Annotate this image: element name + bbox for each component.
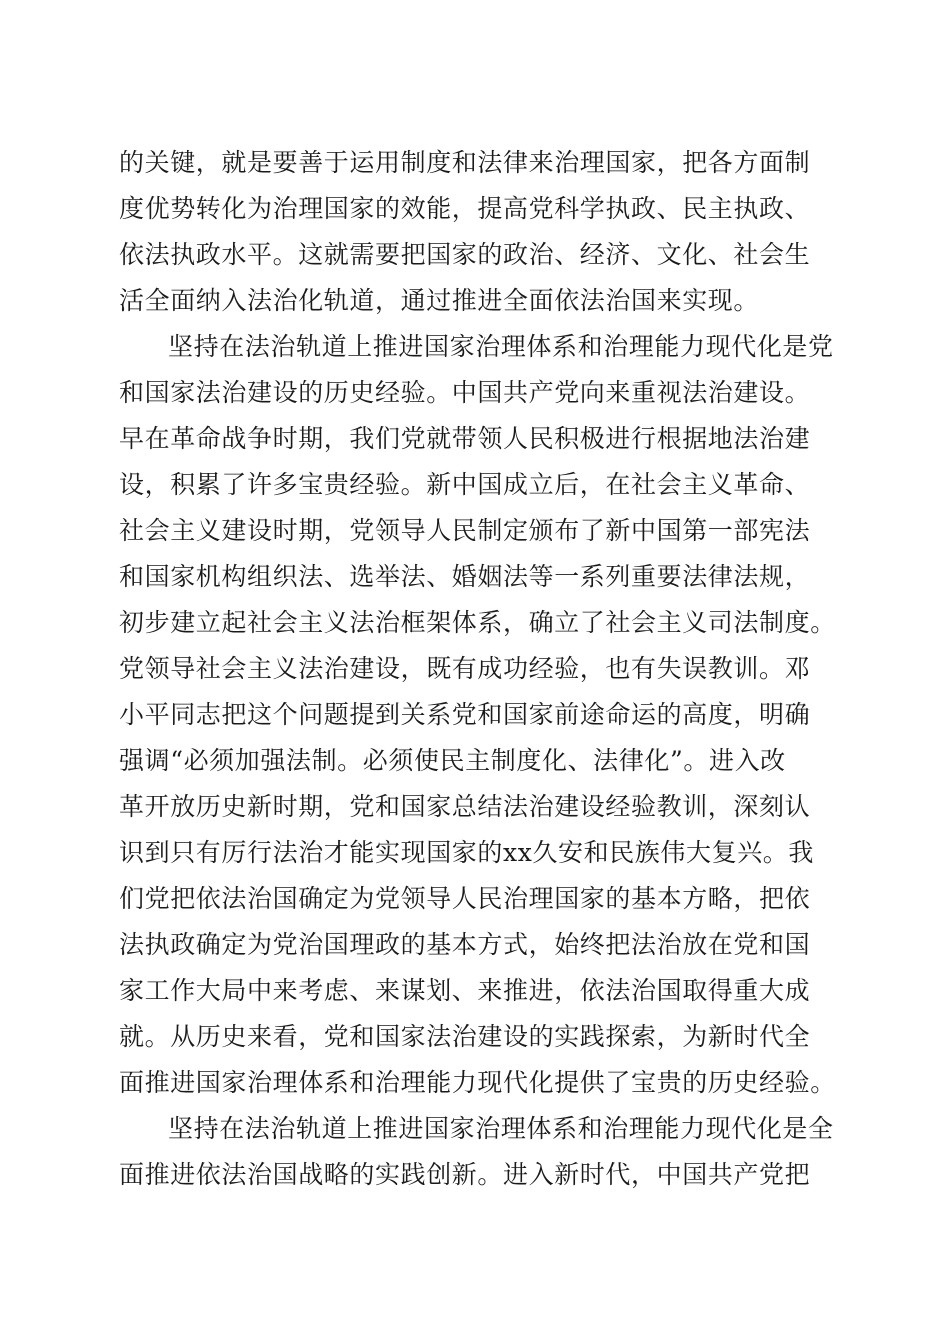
text-line: 们党把依法治国确定为党领导人民治理国家的基本方略，把依 bbox=[119, 884, 811, 913]
paragraph-first-line: 坚持在法治轨道上推进国家治理体系和治理能力现代化是全 bbox=[168, 1114, 834, 1143]
paragraph-first-line: 坚持在法治轨道上推进国家治理体系和治理能力现代化是党 bbox=[168, 332, 834, 361]
text-line: 和国家法治建设的历史经验。中国共产党向来重视法治建设。 bbox=[119, 378, 811, 407]
text-line: 社会主义建设时期，党领导人民制定颁布了新中国第一部宪法 bbox=[119, 516, 811, 545]
text-line: 党领导社会主义法治建设，既有成功经验，也有失误教训。邓 bbox=[119, 654, 811, 683]
text-line: 的关键，就是要善于运用制度和法律来治理国家，把各方面制 bbox=[119, 148, 811, 177]
text-line: 革开放历史新时期，党和国家总结法治建设经验教训，深刻认 bbox=[119, 792, 811, 821]
text-line: 法执政确定为党治国理政的基本方式，始终把法治放在党和国 bbox=[119, 930, 811, 959]
text-line: 度优势转化为治理国家的效能，提高党科学执政、民主执政、 bbox=[119, 194, 811, 223]
text-line: 依法执政水平。这就需要把国家的政治、经济、文化、社会生 bbox=[119, 240, 811, 269]
text-line: 强调“必须加强法制。必须使民主制度化、法律化”。进入改 bbox=[119, 746, 786, 775]
text-line: 面推进依法治国战略的实践创新。进入新时代，中国共产党把 bbox=[119, 1160, 811, 1189]
text-line: 设，积累了许多宝贵经验。新中国成立后，在社会主义革命、 bbox=[119, 470, 811, 499]
text-line: 初步建立起社会主义法治框架体系，确立了社会主义司法制度。 bbox=[119, 608, 836, 637]
text-line: 和国家机构组织法、选举法、婚姻法等一系列重要法律法规， bbox=[119, 562, 811, 591]
text-line: 家工作大局中来考虑、来谋划、来推进，依法治国取得重大成 bbox=[119, 976, 811, 1005]
text-line: 早在革命战争时期，我们党就带领人民积极进行根据地法治建 bbox=[119, 424, 811, 453]
text-line: 活全面纳入法治化轨道，通过推进全面依法治国来实现。 bbox=[119, 286, 760, 315]
text-line: 小平同志把这个问题提到关系党和国家前途命运的高度，明确 bbox=[119, 700, 811, 729]
text-line: 就。从历史来看，党和国家法治建设的实践探索，为新时代全 bbox=[119, 1022, 811, 1051]
text-line: 识到只有厉行法治才能实现国家的xx久安和民族伟大复兴。我 bbox=[119, 838, 815, 867]
text-line: 面推进国家治理体系和治理能力现代化提供了宝贵的历史经验。 bbox=[119, 1068, 836, 1097]
